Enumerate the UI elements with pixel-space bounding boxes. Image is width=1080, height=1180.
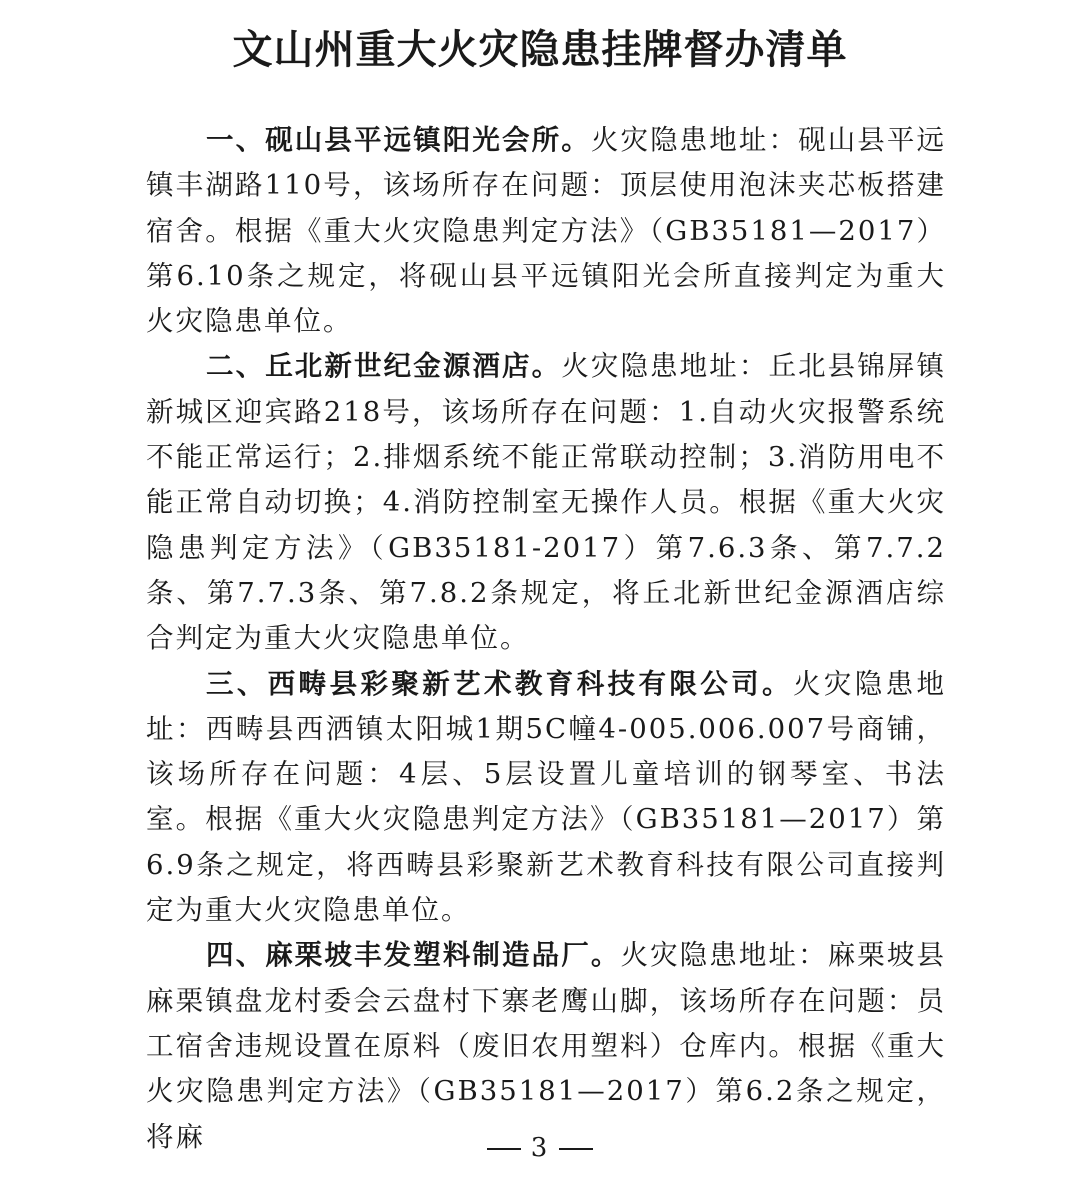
item-heading: 一、砚山县平远镇阳光会所。: [206, 124, 591, 156]
item-heading: 四、麻栗坡丰发塑料制造品厂。: [206, 939, 621, 972]
item-body: 火灾隐患地址：丘北县锦屏镇新城区迎宾路218号，该场所存在问题：1.自动火灾报警系统不能正常运行；2.排烟系统不能正常联动控制；3.消防用电不能正常自动切换；4.消防控制室无操作人员。根据《重大火灾隐患判定方法》（GB35181-2017）第7.6.3条、第7.7.2条、第7.7.3条、第7.8.2条规定，将丘北新世纪金源酒店综合判定为重大火灾隐患单位。: [146, 350, 946, 655]
page-title: 文山州重大火灾隐患挂牌督办清单: [232, 26, 848, 73]
item-body: 火灾隐患地址：西畴县西洒镇太阳城1期5C幢4-005.006.007号商铺，该场所存在问题：4层、5层设置儿童培训的钢琴室、书法室。根据《重大火灾隐患判定方法》（GB35181—2017）第6.9条之规定，将西畴县彩聚新艺术教育科技有限公司直接判定为重大火灾隐患单位。: [146, 667, 947, 927]
page-number-footer: [0, 1128, 1080, 1168]
dash-right: [559, 1148, 593, 1150]
list-item: [146, 344, 946, 661]
list-item: [146, 933, 946, 1159]
item-body: 火灾隐患地址：麻栗坡县麻栗镇盘龙村委会云盘村下寨老鹰山脚，该场所存在问题：员工宿舍违规设置在原料（废旧农用塑料）仓库内。根据《重大火灾隐患判定方法》（GB35181—2017）第6.2条之规定，将麻: [146, 939, 947, 1153]
list-item: [146, 662, 946, 934]
item-body: 火灾隐患地址：砚山县平远镇丰湖路110号，该场所存在问题：顶层使用泡沫夹芯板搭建宿舍。根据《重大火灾隐患判定方法》（GB35181—2017）第6.10条之规定，将砚山县平远镇阳光会所直接判定为重大火灾隐患单位。: [146, 124, 947, 338]
list-item: [146, 118, 946, 344]
item-heading: 三、西畴县彩聚新艺术教育科技有限公司。: [206, 667, 793, 700]
page-number: 3: [530, 1133, 550, 1163]
dash-left: [487, 1148, 521, 1150]
document-body: [146, 118, 946, 1160]
item-heading: 二、丘北新世纪金源酒店。: [206, 350, 562, 383]
